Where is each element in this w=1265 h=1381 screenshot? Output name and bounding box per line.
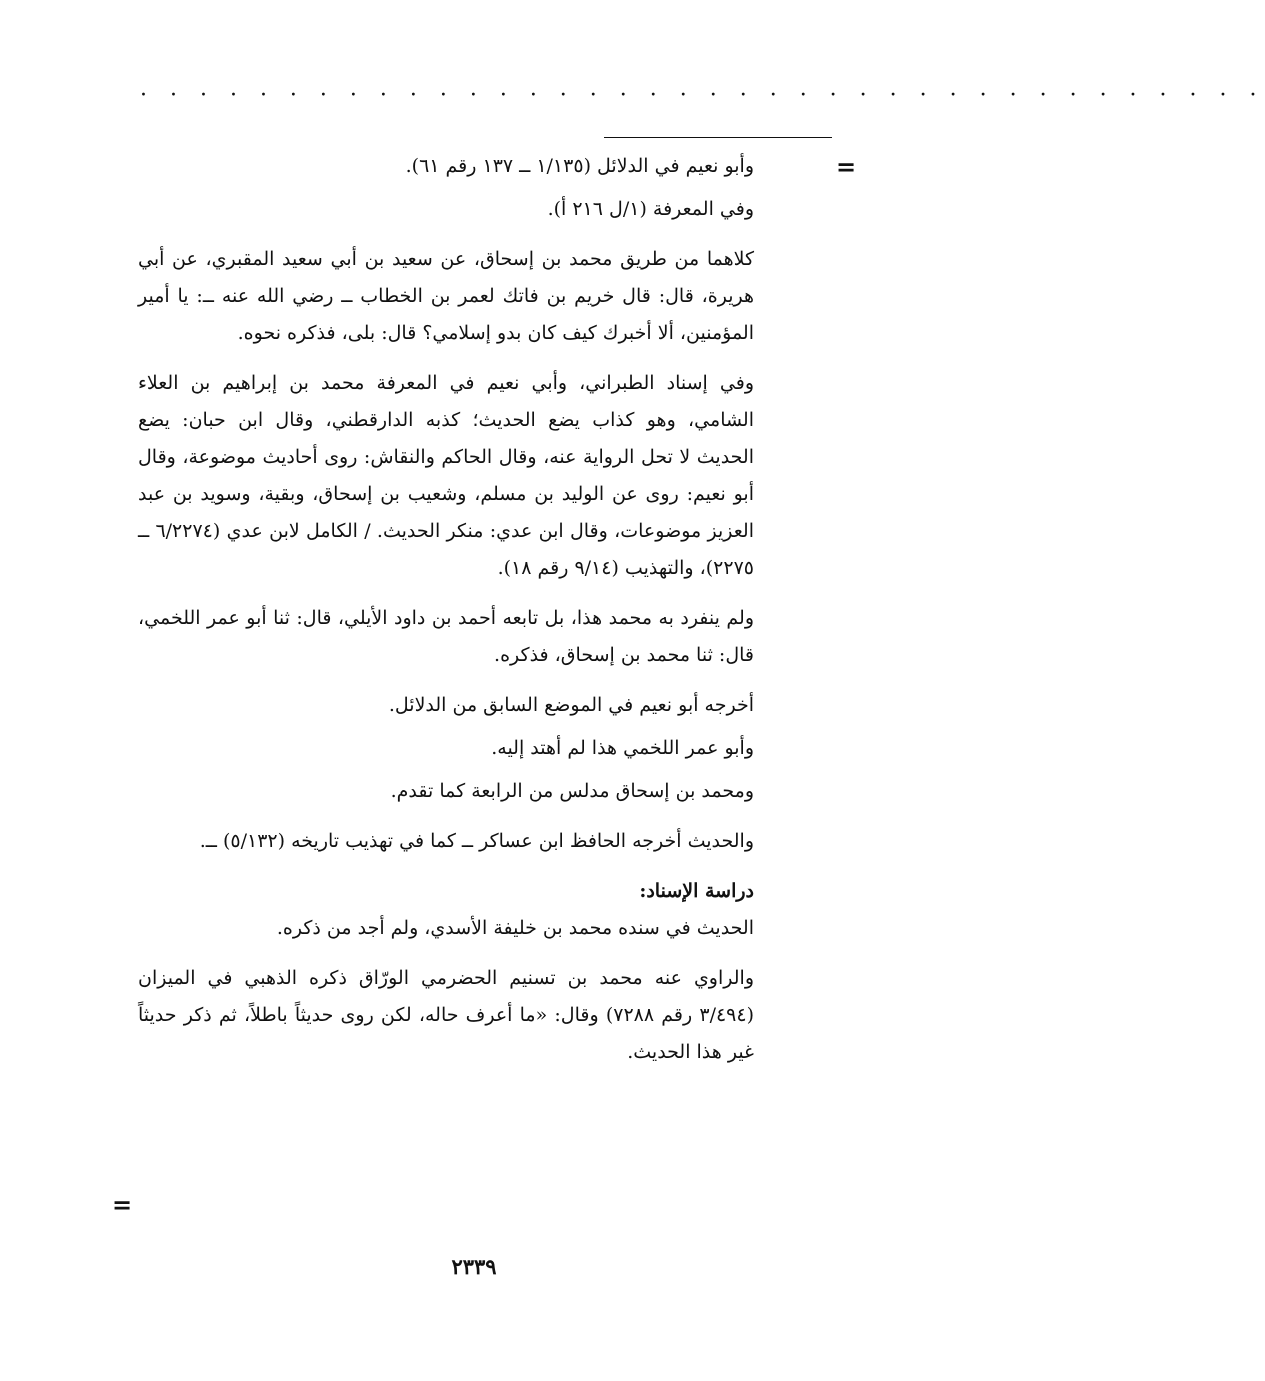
paragraph-marifa: وفي المعرفة (١/ل ٢١٦ أ). xyxy=(547,198,754,220)
paragraph-isnad-critique: وفي إسناد الطبراني، وأبي نعيم في المعرفة محمد بن إبراهيم بن العلاء الشامي، وهو كذاب يضع الحديث؛ كذبه الدارقطني، وقال ابن حبان: يضع الحديث لا تحل الرواية عنه، وقال الحاكم والنقاش: روى أحاديث موضوعة، وقال أبو نعيم: روى عن الوليد بن مسلم، وشعيب بن إسحاق، وبقية، وسويد بن عبد العزيز موضوعات، وقال ابن عدي: منكر الحديث. / الكامل لابن عدي (٦/٢٢٧٤ ــ ٢٢٧٥)، والتهذيب (٩/١٤ رقم ١٨). xyxy=(138,372,754,579)
paragraph-ibn-asakir: والحديث أخرجه الحافظ ابن عساكر ــ كما في تهذيب تاريخه (٥/١٣٢) ــ. xyxy=(199,830,754,852)
paragraph-mudallis: ومحمد بن إسحاق مدلس من الرابعة كما تقدم. xyxy=(390,780,754,802)
continuation-mark-top: = xyxy=(836,152,857,181)
footnote-body xyxy=(138,148,754,1084)
paragraph-mutaba: ولم ينفرد به محمد هذا، بل تابعه أحمد بن داود الأيلي، قال: ثنا أبو عمر اللخمي، قال: ثنا محمد بن إسحاق، فذكره. xyxy=(138,607,754,666)
paragraph-takhrij: أخرجه أبو نعيم في الموضع السابق من الدلائل. xyxy=(388,694,754,716)
header-dot-separator: · · · · · · · · · · · · · · · · · · · · · · · · · · · · · · · · · · · · · · xyxy=(140,83,1265,108)
paragraph-study-1: الحديث في سنده محمد بن خليفة الأسدي، ولم أجد من ذكره. xyxy=(276,917,754,939)
paragraph-lakhmi: وأبو عمر اللخمي هذا لم أهتد إليه. xyxy=(491,737,754,759)
paragraph-study-2: والراوي عنه محمد بن تسنيم الحضرمي الورّاق ذكره الذهبي في الميزان (٣/٤٩٤ رقم ٧٢٨٨) وقال: «ما أعرف حاله، لكن روى حديثاً باطلاً، ثم ذكر حديثاً غير هذا الحديث. xyxy=(138,967,755,1063)
footnote-rule xyxy=(604,137,832,138)
continuation-mark-bottom: = xyxy=(112,1190,133,1219)
paragraph-dalail: وأبو نعيم في الدلائل (١/١٣٥ ــ ١٣٧ رقم ٦١). xyxy=(405,155,754,177)
page-number: ٢٣٣٩ xyxy=(451,1254,497,1279)
section-heading-study: دراسة الإسناد: xyxy=(639,880,754,902)
paragraph-chain: كلاهما من طريق محمد بن إسحاق، عن سعيد بن أبي سعيد المقبري، عن أبي هريرة، قال: قال خريم بن فاتك لعمر بن الخطاب ــ رضي الله عنه ــ: يا أمير المؤمنين، ألا أخبرك كيف كان بدو إسلامي؟ قال: بلى، فذكره نحوه. xyxy=(138,248,754,344)
